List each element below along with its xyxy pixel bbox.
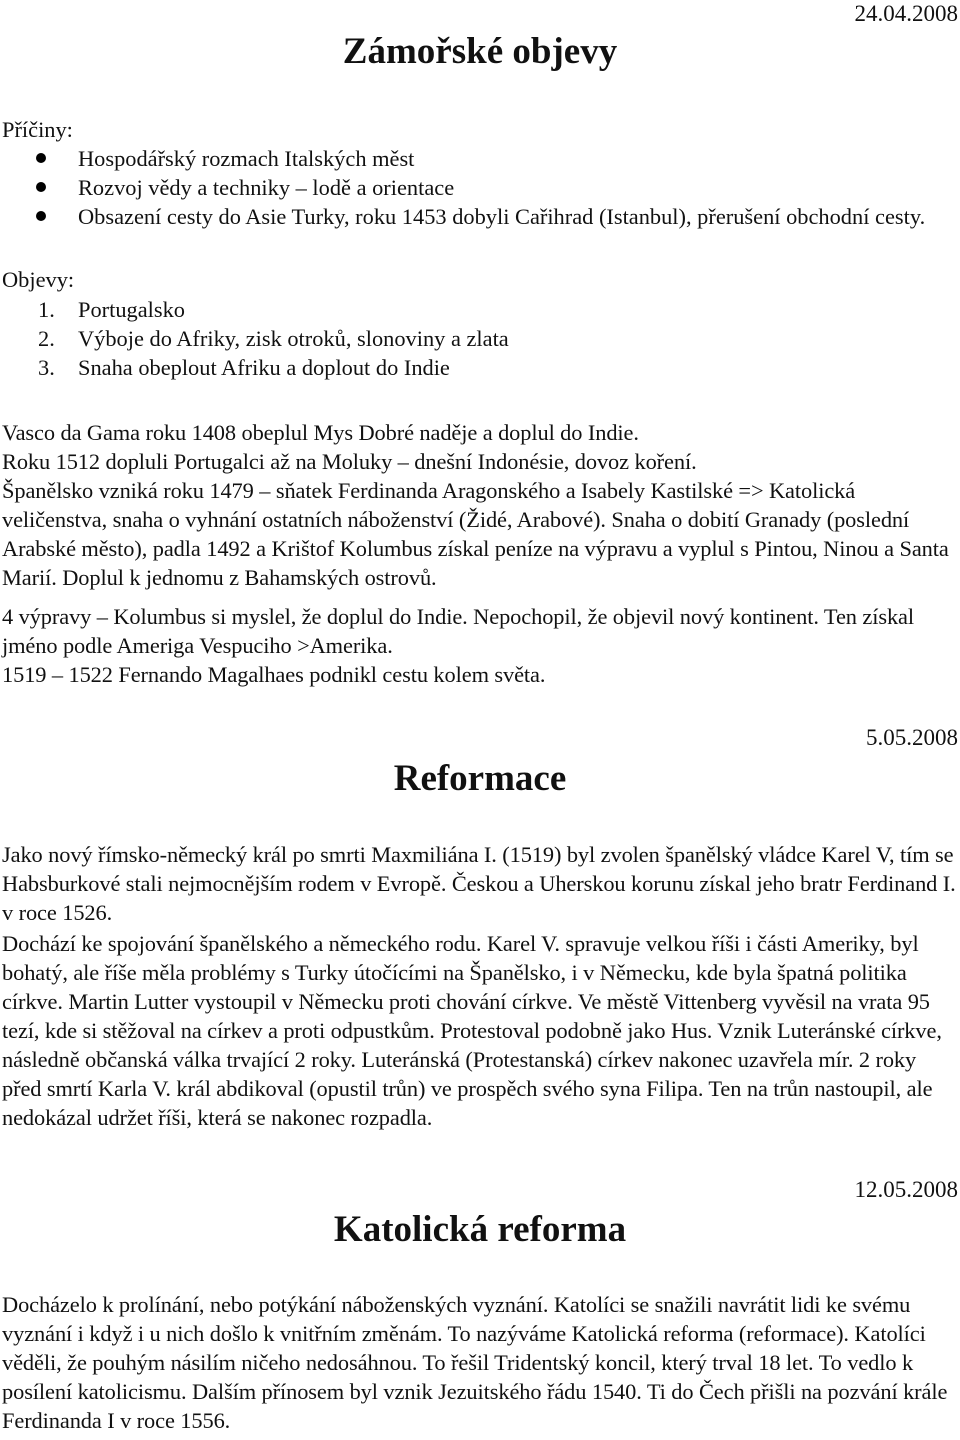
list-item-text: Výboje do Afriky, zisk otroků, slonoviny a zlata xyxy=(78,326,509,351)
paragraph: Španělsko vzniká roku 1479 – sňatek Ferdinanda Aragonského a Isabely Kastilské => Katolická veličenstva, snaha o vyhnání ostatních náboženství (Židé, Arabové). Snaha o dobití Granady (poslední Arabské město), padla 1492 a Krištof Kolumbus získal peníze na výpravu a vyplul s Pintou, Ninou a Santa Marií. Doplul k jednomu z Bahamských ostrovů. xyxy=(2,478,949,590)
title-zamorske-objevy: Zámořské objevy xyxy=(342,31,618,72)
list-item-text: Rozvoj vědy a techniky – lodě a orientace xyxy=(78,175,455,200)
list-number: 1. xyxy=(38,297,55,322)
list-item xyxy=(38,295,938,324)
title-katolicka-reforma: Katolická reforma xyxy=(333,1209,627,1250)
bullet-icon xyxy=(36,153,46,163)
paragraph: 1519 – 1522 Fernando Magalhaes podnikl cestu kolem světa. xyxy=(2,662,546,687)
paragraph: Dochází ke spojování španělského a německého rodu. Karel V. spravuje velkou říši i části Ameriky, byl bohatý, ale říše měla problémy s Turky útočícími na Španělsko, i v Německu, kde byla špatná politika církve. Martin Lutter vystoupil v Německu proti chování církve. Ve městě Vittenberg vyvěsil na vrata 95 tezí, kde si stěžoval na církev a proti odpustkům. Protestoval podobně jako Hus. Vznik Luteránské církve, následně občanská válka trvající 2 roky. Luteránská (Protestanská) církev nakonec uzavřela mír. 2 roky před smrtí Karla V. král abdikoval (opustil trůn) ve prospěch svého syna Filipa. Ten na trůn nastoupil, ale nedokázal udržet říši, která se nakonec rozpadla. xyxy=(2,931,942,1130)
causes-list xyxy=(78,144,938,231)
causes-label: Příčiny: xyxy=(2,117,73,142)
list-item xyxy=(78,173,938,202)
discoveries-label: Objevy: xyxy=(2,267,75,292)
paragraph: Jako nový římsko-německý král po smrti Maxmiliána I. (1519) byl zvolen španělský vládce Karel V, tím se Habsburkové stali nejmocnějším rodem v Evropě. Českou a Uherskou korunu získal jeho bratr Ferdinand I. v roce 1526. xyxy=(2,842,956,925)
list-item-text: Hospodářský rozmach Italských měst xyxy=(78,146,415,171)
list-item xyxy=(78,202,938,231)
list-item-text: Portugalsko xyxy=(78,297,185,322)
list-item xyxy=(38,353,938,382)
date-section-2: 5.05.2008 xyxy=(866,725,958,750)
date-section-3: 12.05.2008 xyxy=(854,1177,958,1202)
paragraph: Vasco da Gama roku 1408 obeplul Mys Dobré naděje a doplul do Indie. xyxy=(2,420,639,445)
list-number: 2. xyxy=(38,326,55,351)
list-item-text: Snaha obeplout Afriku a doplout do Indie xyxy=(78,355,450,380)
list-item xyxy=(78,144,938,173)
bullet-icon xyxy=(36,182,46,192)
title-reformace: Reformace xyxy=(393,758,567,799)
paragraph: Docházelo k prolínání, nebo potýkání náboženských vyznání. Katolíci se snažili navrátit lidi ke svému vyznání i když i u nich došlo k vnitřním změnám. To nazýváme Katolická reforma (reformace). Katolíci věděli, že pouhým násilím ničeho nedosáhnou. To řešil Tridentský koncil, který trval 18 let. To vedlo k posílení katolicismu. Dalším přínosem byl vznik Jezuitského řádu 1540. Ti do Čech přišli na pozvání krále Ferdinanda I v roce 1556. xyxy=(2,1292,948,1433)
paragraph: 4 výpravy – Kolumbus si myslel, že doplul do Indie. Nepochopil, že objevil nový kontinent. Ten získal jméno podle Ameriga Vespuciho >Amerika. xyxy=(2,604,915,658)
list-number: 3. xyxy=(38,355,55,380)
paragraph: Roku 1512 dopluli Portugalci až na Moluky – dnešní Indonésie, dovoz koření. xyxy=(2,449,697,474)
bullet-icon xyxy=(36,211,46,221)
list-item xyxy=(38,324,938,353)
date-section-1: 24.04.2008 xyxy=(854,1,958,26)
discoveries-list xyxy=(38,295,938,382)
list-item-text: Obsazení cesty do Asie Turky, roku 1453 dobyli Cařihrad (Istanbul), přerušení obchodní cesty. xyxy=(78,204,926,229)
